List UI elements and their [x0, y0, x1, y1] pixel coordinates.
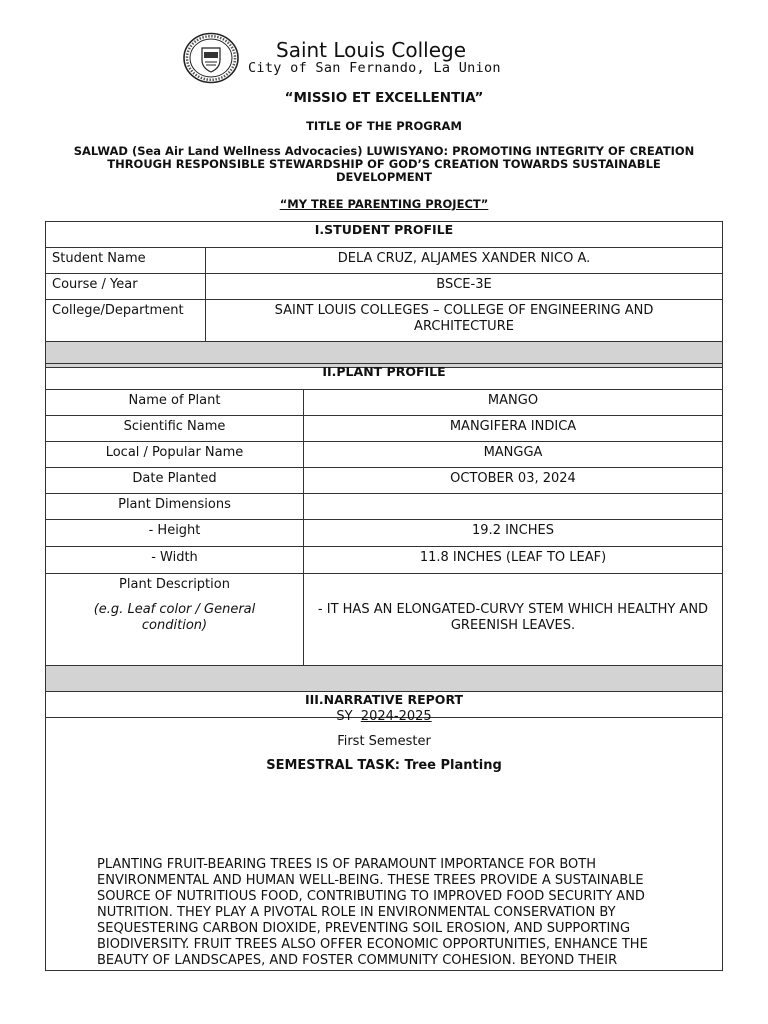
table-row — [46, 247, 722, 273]
table-row — [46, 493, 722, 519]
row-value: SAINT LOUIS COLLEGES – COLLEGE OF ENGINEERING AND ARCHITECTURE — [205, 300, 722, 341]
document-header — [0, 30, 768, 90]
sy-value: 2024-2025 — [360, 709, 432, 724]
school-year — [46, 709, 722, 724]
row-label: Student Name — [52, 251, 146, 266]
row-label: Scientific Name — [123, 419, 226, 434]
row-value: MANGIFERA INDICA — [303, 416, 722, 441]
narrative-paragraph: PLANTING FRUIT-BEARING TREES IS OF PARAMOUNT IMPORTANCE FOR BOTH ENVIRONMENTAL AND HUMAN WELL-BEING. THESE TREES PROVIDE A SUSTAINABLE SOURCE OF NUTRITIOUS FOOD, CONTRIBUTING TO IMPROVED FOOD SECURITY AND NUTRITION. THEY PLAY A PIVOTAL ROLE IN ENVIRONMENTAL CONSERVATION BY SEQUESTERING CARBON DIOXIDE, PREVENTING SOIL EROSION, AND SUPPORTING BIODIVERSITY. FRUIT TREES ALSO OFFER ECONOMIC OPPORTUNITIES, ENHANCE THE BEAUTY OF LANDSCAPES, AND FOSTER COMMUNITY COHESION. BEYOND THEIR — [97, 857, 648, 968]
table-row — [46, 546, 722, 573]
row-value — [303, 494, 722, 519]
description-value: - IT HAS AN ELONGATED-CURVY STEM WHICH HEALTHY AND GREENISH LEAVES. — [303, 574, 722, 665]
table-row — [46, 273, 722, 299]
student-profile-table — [45, 221, 723, 368]
program-title-label: TITLE OF THE PROGRAM — [306, 119, 462, 133]
college-seal-icon — [182, 32, 240, 84]
row-label: - Height — [148, 523, 201, 538]
description-hint: (e.g. Leaf color / General condition) — [93, 602, 256, 633]
row-label: Local / Popular Name — [105, 445, 244, 460]
motto: “MISSIO ET EXCELLENTIA” — [284, 90, 484, 106]
description-label-cell — [46, 574, 303, 665]
task-value: Tree Planting — [404, 758, 502, 773]
task-label: SEMESTRAL TASK: — [266, 758, 400, 773]
row-label: Plant Dimensions — [118, 497, 231, 512]
table-row — [46, 467, 722, 493]
row-value: 19.2 INCHES — [303, 520, 722, 546]
college-name: Saint Louis College — [276, 38, 467, 62]
row-value: DELA CRUZ, ALJAMES XANDER NICO A. — [205, 248, 722, 273]
table-row — [46, 415, 722, 441]
narrative-body — [45, 709, 723, 971]
project-name: “MY TREE PARENTING PROJECT” — [279, 197, 489, 211]
college-city: City of San Fernando, La Union — [248, 60, 501, 76]
section-divider — [46, 665, 722, 691]
plant-profile-table — [45, 363, 723, 718]
row-label: Name of Plant — [128, 393, 221, 408]
plant-profile-heading: II.PLANT PROFILE — [322, 364, 446, 379]
row-label: - Width — [151, 550, 198, 565]
table-row-description — [46, 573, 722, 665]
student-profile-heading: I.STUDENT PROFILE — [314, 222, 454, 237]
semester: First Semester — [337, 734, 431, 749]
narrative-heading: III.NARRATIVE REPORT — [304, 692, 464, 707]
row-value: MANGGA — [303, 442, 722, 467]
row-label: Course / Year — [52, 277, 138, 292]
sy-label: SY — [336, 709, 353, 724]
table-row — [46, 389, 722, 415]
semestral-task — [46, 758, 722, 773]
row-value: OCTOBER 03, 2024 — [303, 468, 722, 493]
table-row — [46, 441, 722, 467]
row-value: BSCE-3E — [205, 274, 722, 299]
program-title: SALWAD (Sea Air Land Wellness Advocacies) LUWISYANO: PROMOTING INTEGRITY OF CREATION THROUGH RESPONSIBLE STEWARDSHIP OF GOD’S CREATION TOWARDS SUSTAINABLE DEVELOPMENT — [73, 144, 695, 184]
row-label: Date Planted — [132, 471, 217, 486]
table-row — [46, 299, 722, 341]
row-value: MANGO — [303, 390, 722, 415]
row-label: College/Department — [52, 303, 184, 318]
table-row — [46, 519, 722, 546]
row-value: 11.8 INCHES (LEAF TO LEAF) — [303, 547, 722, 573]
description-label: Plant Description — [119, 577, 230, 592]
